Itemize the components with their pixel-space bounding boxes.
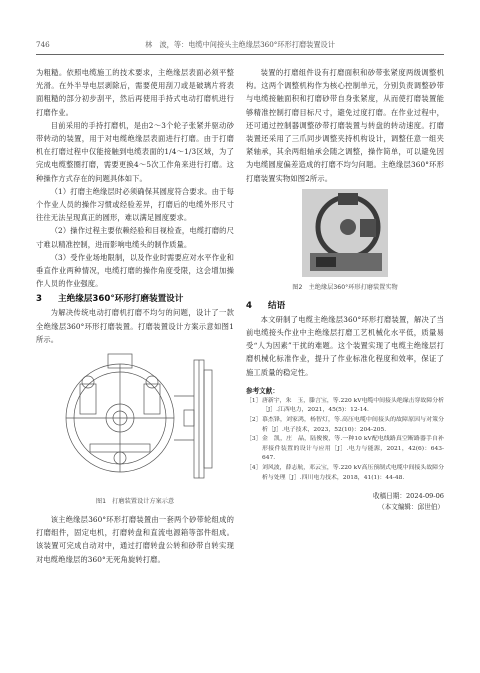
section-4-heading: 4 结语 (246, 300, 286, 311)
reference-item: ［1］ 唐新宇，朱 玉，滕言宝，等.220 kV电缆中间接头绝缘击穿故障分析［J］.江西电力，2021，45(5)：12-14. (246, 397, 444, 414)
received-date: 收稿日期：2024-09-06 (373, 492, 444, 501)
paragraph: （1）打磨主绝缘层时必须确保其圆度符合要求。由于每个作业人员的操作习惯或经验差异，打磨后的电缆外形尺寸往往无法呈现真正的圆形，难以满足圆度要求。 (36, 186, 234, 223)
running-header (36, 40, 444, 52)
paragraph: 为粗糙。依照电缆施工的技术要求，主绝缘层表面必须平整光滑。在外半导电层剥除后，需要使用刮刀或是破璃片将表面粗糙的部分初步刮平，然后再使用手持式电动打磨机进行打磨作业。 (36, 68, 234, 117)
paragraph: 为解决传统电动打磨机打磨不均匀的问题，设计了一款全绝缘层360°环形打磨装置。打磨装置设计方案示意如图1所示。 (36, 308, 234, 344)
paragraph: （3）受作业场地限制，以及作业时需要应对水平作业和垂直作业两种情况，电缆打磨的操作角度受限，这会增加操作人员的作业强度。 (36, 252, 234, 289)
reference-item: ［3］ 金 凯，庄 晶，陆俊俊，等.一种10 kV配电线路真空断路器手自补形接件装置的设计与应用［J］.电力与能源，2021，42(6)：643-647. (246, 436, 444, 462)
device-photo (302, 189, 388, 277)
reference-list (246, 397, 444, 483)
design-schematic-drawing (54, 350, 216, 490)
reference-item: ［4］ 刘风波，薛志航，邓云宝，等.220 kV高压预制式电缆中间接头故障分析与处理［J］.四川电力技术，2018，41(1)：44-48. (246, 465, 444, 481)
reference-item: ［2］ 慕杰锋，刘家鸿，杨智灯，等.高压电缆中间接头的故障原因与对策分析［J］.电子技术，2023，52(10)：204-205. (246, 417, 444, 433)
figure-1-caption: 图1 打磨装置设计方案示意 (95, 498, 175, 506)
figure-2-caption: 图2 主绝缘层360°环形打磨装置实物 (292, 283, 398, 291)
figure-1 (36, 350, 234, 495)
device-photo-image (302, 189, 388, 277)
paragraph: （2）操作过程主要依赖经验和目视检查，电缆打磨的尺寸难以精准控制，进而影响电缆头的制作质量。 (36, 226, 234, 249)
header-rule (36, 54, 444, 55)
references-heading: 参考文献： (246, 386, 279, 395)
paragraph: 装置的打磨组件设有打磨面积和砂带张紧度两级调整机构。这两个调整机构作为核心控制单元，分别负责调整砂带与电缆接触面积和打磨砂带自身张紧度，从而使打磨装置能够精准控制打磨目标尺寸，避免过度打磨。在作业过程中，还可通过控制器调整砂带打磨装置与转盘的转动速度。打磨装置还采用了三爪同步调整夹持机构设计，调整任意一组夹紧轴承，其余两组轴承会随之调整，操作简单，可以避免因为电缆圆度偏差造成的打磨不均匀问题。主绝缘层360°环形打磨装置实物如图2所示。 (246, 68, 444, 183)
editor-note: （本文编辑：邱世伯） (378, 503, 444, 512)
section-3-heading: 3 主绝缘层360°环形打磨装置设计 (36, 294, 184, 305)
right-column (246, 66, 444, 513)
paragraph: 本文研制了电缆主绝缘层360°环形打磨装置，解决了当前电缆接头作业中主绝缘层打磨工艺机械化水平低，质量易受“人为因素”干扰的难题。这个装置实现了电缆主绝缘层打磨机械化标准作业，提升了作业标准化程度和效率，保证了施工质量的稳定性。 (246, 314, 444, 377)
left-column (36, 66, 234, 566)
page-number: 746 (36, 40, 50, 49)
figure-2 (246, 189, 444, 281)
paragraph: 该主绝缘层360°环形打磨装置由一套两个砂带轮组成的打磨组件，固定电机，打磨转盘和直流电源箱等部件组成。该装置可完成自动对中，通过打磨转盘公转和砂带自转实现对电缆绝缘层的360°无死角旋转打磨。 (36, 515, 234, 564)
running-title: 林 波，等：电缆中间接头主绝缘层360°环形打磨装置设计 (145, 40, 335, 49)
paragraph: 目前采用的手持打磨机，是由2～3个轮子张紧并驱动砂带转动的装置，用于对电缆绝缘层表面进行打磨。由于打磨机在打磨过程中仅能接触到电缆表面的1/4～1/3区域，为了完成电缆整圈打磨，需要更换4～5次工作角来进行打磨。这种操作方式存在的问题具体如下。 (36, 120, 234, 183)
